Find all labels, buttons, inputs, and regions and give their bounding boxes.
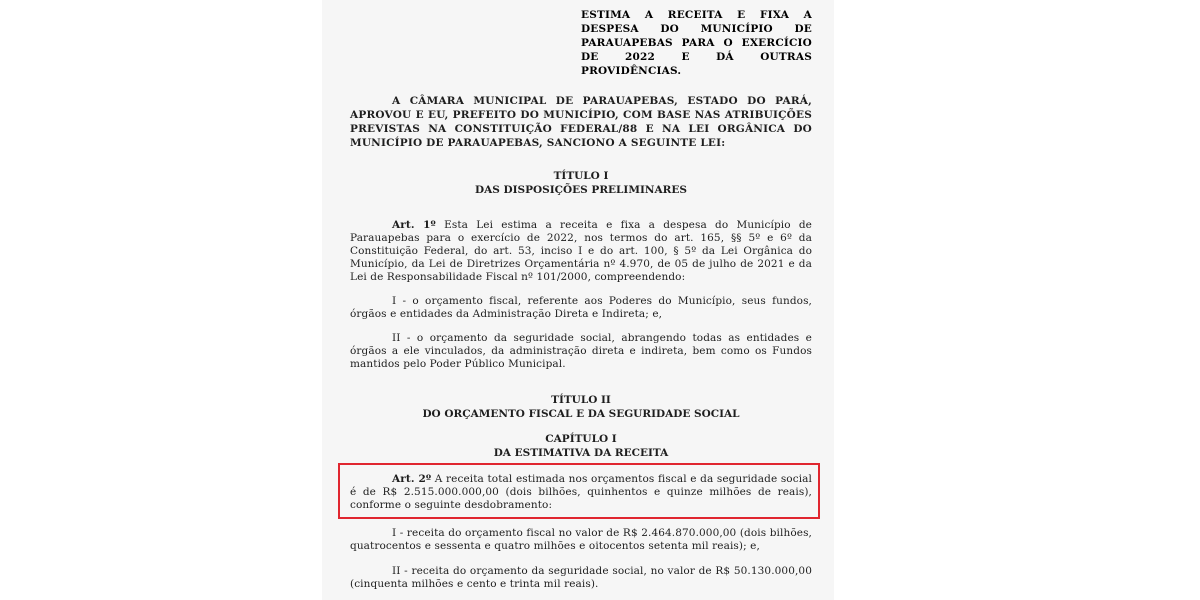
titulo-2-label: TÍTULO II (551, 394, 611, 406)
capitulo-1 (350, 432, 812, 460)
art-2-inciso-1: I - receita do orçamento fiscal no valor de R$ 2.464.870.000,00 (dois bilhões, quatrocentos e sessenta e quatro milhões e oitocentos setenta mil reais); e, (350, 527, 812, 552)
art-2-inciso-2: II - receita do orçamento da seguridade social, no valor de R$ 50.130.000,00 (cinquenta milhões e cento e trinta mil reais). (350, 565, 812, 590)
titulo-1 (350, 169, 812, 197)
art-1-inciso-2: II - o orçamento da seguridade social, abrangendo todas as entidades e órgãos a ele vinculados, da administração direta e indireta, bem como os Fundos mantidos pelo Poder Público Municipal. (350, 332, 812, 370)
titulo-1-name: DAS DISPOSIÇÕES PRELIMINARES (475, 184, 687, 196)
preambulo: A CÂMARA MUNICIPAL DE PARAUAPEBAS, ESTADO DO PARÁ, APROVOU E EU, PREFEITO DO MUNICÍPIO, COM BASE NAS ATRIBUIÇÕES PREVISTAS NA CONSTITUIÇÃO FEDERAL/88 E NA LEI ORGÂNICA DO MUNICÍPIO DE PARAUAPEBAS, SANCIONO A SEGUINTE LEI: (350, 95, 812, 149)
ementa: ESTIMA A RECEITA E FIXA A DESPESA DO MUNICÍPIO DE PARAUAPEBAS PARA O EXERCÍCIO DE 2022 E DÁ OUTRAS PROVIDÊNCIAS. (581, 9, 812, 77)
titulo-1-label: TÍTULO I (553, 170, 609, 182)
titulo-2 (350, 393, 812, 421)
art-2-label: Art. 2º (392, 473, 432, 485)
art-1-text: Esta Lei estima a receita e fixa a despesa do Município de Parauapebas para o exercício de 2022, nos termos do art. 165, §§ 5º e 6º da Constituição Federal, do art. 53, inciso I e do art. 100, § 5º da Lei Orgânica do Município, da Lei de Diretrizes Orçamentária nº 4.970, de 05 de julho de 2021 e da Lei de Responsabilidade Fiscal nº 101/2000, compreendendo: (350, 219, 812, 283)
capitulo-1-name: DA ESTIMATIVA DA RECEITA (493, 447, 669, 459)
titulo-2-name: DO ORÇAMENTO FISCAL E DA SEGURIDADE SOCIAL (422, 408, 740, 420)
capitulo-1-label: CAPÍTULO I (545, 433, 617, 445)
art-2-text: A receita total estimada nos orçamentos fiscal e da seguridade social é de R$ 2.515.000.000,00 (dois bilhões, quinhentos e quinze milhões de reais), conforme o seguinte desdobramento: (350, 473, 812, 511)
art-1 (350, 219, 812, 284)
art-1-label: Art. 1º (392, 219, 436, 231)
highlight-box (338, 463, 820, 519)
art-1-inciso-1: I - o orçamento fiscal, referente aos Poderes do Município, seus fundos, órgãos e entidades da Administração Direta e Indireta; e, (350, 295, 812, 320)
